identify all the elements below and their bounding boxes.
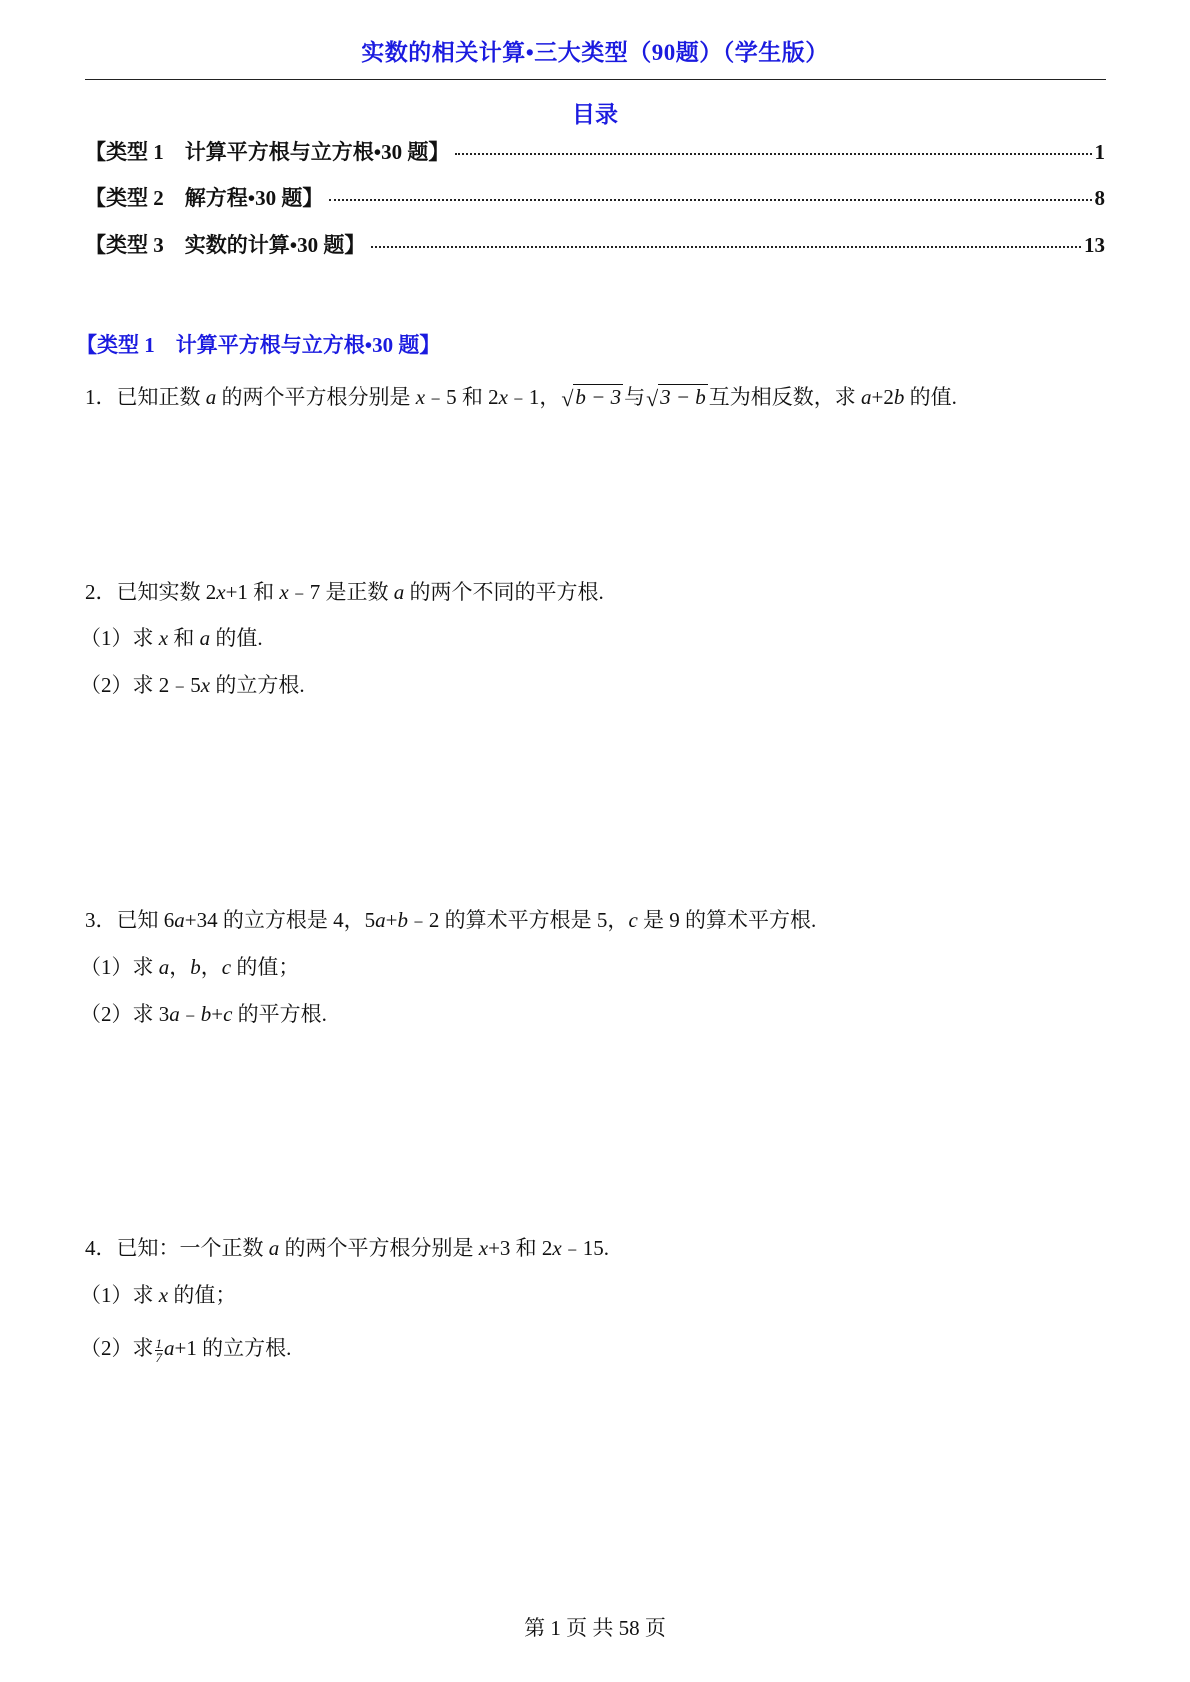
question-3-part-2	[80, 1000, 1100, 1028]
math-variable: b	[200, 1002, 212, 1026]
math-variable: a	[268, 1236, 280, 1260]
square-root-expression	[646, 383, 708, 411]
math-variable: b	[397, 908, 408, 932]
question-2-part-1	[80, 624, 1100, 652]
math-variable: x	[158, 1283, 169, 1307]
math-variable: x	[415, 385, 426, 409]
math-variable: x	[279, 580, 289, 604]
fraction	[155, 1337, 164, 1364]
math-variable: c	[221, 955, 232, 979]
question-text: 的两个不同的平方根.	[404, 580, 604, 604]
question-text: 的值.	[210, 626, 263, 650]
question-text: ﹣2 的算术平方根是 5，	[407, 908, 629, 932]
section-heading-type-1: 【类型 1 计算平方根与立方根•30 题】	[76, 333, 441, 357]
question-text: 的两个平方根分别是	[216, 385, 416, 409]
question-text: ，	[169, 955, 191, 979]
fraction-numerator: 1	[155, 1335, 162, 1351]
question-text: 是 9 的算术平方根.	[637, 908, 817, 932]
question-text: +1 的立方根.	[174, 1336, 292, 1360]
question-text: ﹣7 是正数	[288, 580, 394, 604]
question-2-line	[85, 578, 1105, 606]
radicand: 3 − b	[660, 385, 706, 409]
question-text: 的值；	[231, 955, 300, 979]
toc-entry-type-2[interactable]	[85, 182, 1105, 210]
question-1-line	[85, 383, 1105, 411]
question-text: （2）求 2﹣5	[80, 673, 201, 697]
math-variable: a	[205, 385, 217, 409]
question-text: ﹣5 和 2	[425, 385, 499, 409]
question-4-part-1	[80, 1281, 1100, 1309]
math-variable: a	[164, 1336, 175, 1360]
question-text: ﹣	[179, 1002, 201, 1026]
question-text: 3．已知 6	[85, 908, 175, 932]
question-text: （2）求	[80, 1336, 154, 1360]
math-variable: a	[861, 385, 872, 409]
math-variable: b	[190, 955, 201, 979]
document-title: 实数的相关计算•三大类型（90题）（学生版）	[361, 40, 829, 65]
question-4-part-2	[80, 1334, 1100, 1364]
question-text: 1．已知正数	[85, 385, 206, 409]
question-text: +2	[871, 385, 894, 409]
question-3-line	[85, 906, 1105, 934]
toc-title: 目录	[572, 102, 618, 127]
toc-entry-page: 13	[1084, 233, 1105, 257]
question-text: ﹣1，	[507, 385, 561, 409]
toc-dot-leader	[371, 246, 1081, 248]
toc-dot-leader	[455, 153, 1091, 155]
header-divider	[85, 79, 1106, 80]
math-variable: c	[628, 908, 638, 932]
math-variable: x	[216, 580, 226, 604]
square-root-expression	[561, 383, 623, 411]
question-text: 的值；	[168, 1283, 237, 1307]
toc-entry-type-1[interactable]	[85, 136, 1105, 164]
question-3-part-1	[80, 953, 1100, 981]
math-variable: c	[223, 1002, 233, 1026]
question-4-line	[85, 1234, 1105, 1262]
toc-entry-label: 【类型 1 计算平方根与立方根•30 题】	[85, 140, 450, 164]
question-text: （1）求	[80, 1283, 159, 1307]
question-text: +	[211, 1002, 224, 1026]
question-text: （1）求	[80, 626, 159, 650]
question-text: 2．已知实数 2	[85, 580, 217, 604]
math-variable: a	[375, 908, 386, 932]
question-text: （2）求 3	[80, 1002, 170, 1026]
math-variable: x	[200, 673, 211, 697]
question-text: 互为相反数，求	[708, 385, 861, 409]
question-text: 和	[168, 626, 200, 650]
math-variable: x	[498, 385, 508, 409]
math-variable: b	[893, 385, 905, 409]
math-variable: x	[478, 1236, 489, 1260]
question-text: 的两个平方根分别是	[279, 1236, 479, 1260]
toc-entry-label: 【类型 3 实数的计算•30 题】	[85, 233, 366, 257]
math-variable: a	[174, 908, 185, 932]
question-2-part-2	[80, 671, 1100, 699]
toc-entry-label: 【类型 2 解方程•30 题】	[85, 186, 324, 210]
radical-sign-icon: √	[646, 386, 659, 411]
question-text: +1 和	[225, 580, 280, 604]
toc-entry-page: 8	[1094, 186, 1105, 210]
math-variable: x	[158, 626, 169, 650]
math-variable: a	[393, 580, 405, 604]
toc-dot-leader	[329, 199, 1091, 201]
question-text: +	[385, 908, 398, 932]
math-variable: x	[552, 1236, 562, 1260]
toc-entry-page: 1	[1094, 140, 1105, 164]
question-text: （1）求	[80, 955, 159, 979]
math-variable: a	[158, 955, 170, 979]
question-text: ，	[200, 955, 222, 979]
radicand: b − 3	[575, 385, 622, 409]
radical-sign-icon: √	[561, 386, 574, 411]
question-text: 的平方根.	[232, 1002, 327, 1026]
page-footer: 第 1 页 共 58 页	[524, 1616, 666, 1640]
question-text: 的值.	[904, 385, 957, 409]
question-text: 的立方根.	[210, 673, 305, 697]
question-text: +34 的立方根是 4，5	[184, 908, 376, 932]
question-text: 与	[624, 385, 646, 409]
math-variable: a	[199, 626, 211, 650]
math-variable: a	[169, 1002, 180, 1026]
question-text: ﹣15.	[561, 1236, 609, 1260]
toc-entry-type-3[interactable]	[85, 229, 1105, 257]
question-text: 4．已知：一个正数	[85, 1236, 269, 1260]
question-text: +3 和 2	[488, 1236, 553, 1260]
fraction-denominator: 7	[155, 1349, 162, 1365]
